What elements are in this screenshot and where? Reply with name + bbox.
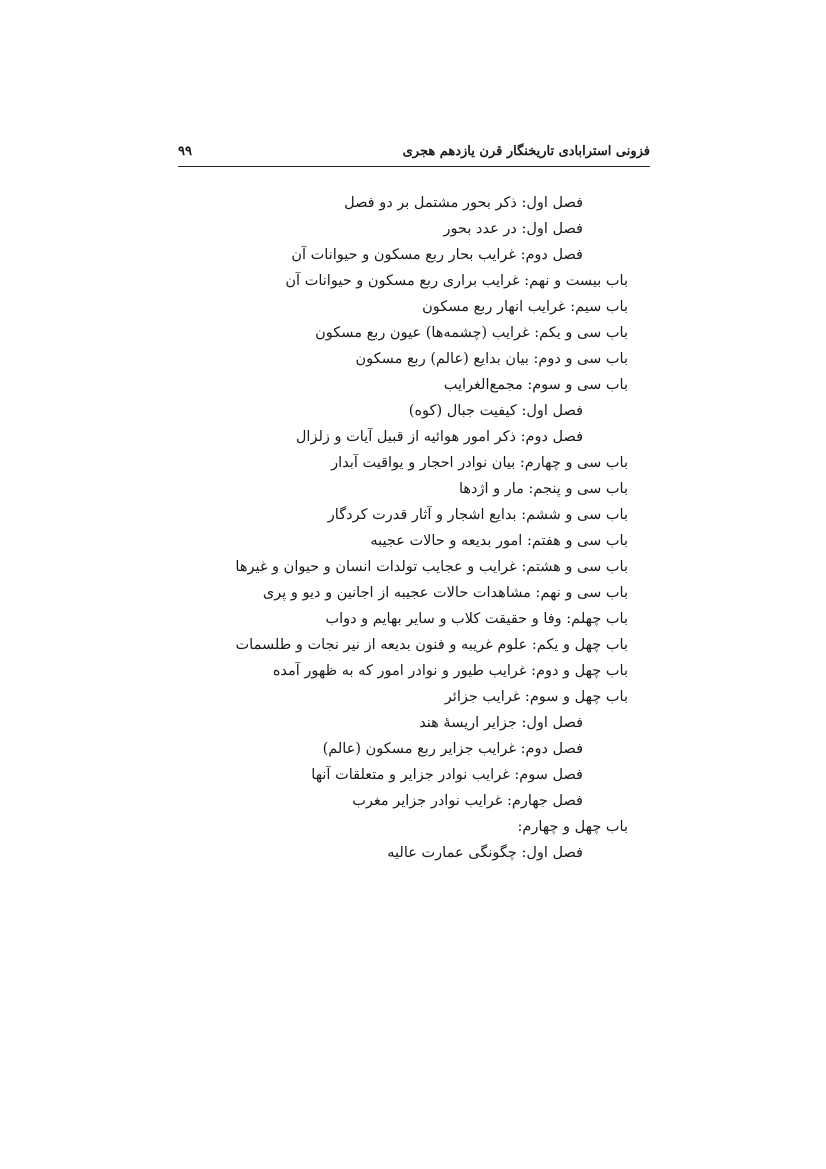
toc-chapter-line: باب چهل و چهارم: — [517, 819, 628, 835]
toc-chapter-line: باب سی و هفتم: امور بدیعه و حالات عجیبه — [370, 533, 628, 549]
toc-section-line: فصل اول: در عدد بحور — [443, 221, 583, 237]
toc-chapter-line: باب چهل و سوم: غرایب جزائر — [444, 689, 628, 705]
toc-chapter-line: باب چهل و دوم: غرایب طیور و نوادر امور که به ظهور آمده — [272, 663, 628, 679]
toc-section-line: فصل سوم: غرایب نوادر جزایر و متعلقات آنها — [311, 767, 583, 783]
toc-section-line: فصل اول: کیفیت جبال (کوه) — [408, 403, 583, 419]
toc-section-line: فصل دوم: ذکر امور هوائیه از قبیل آیات و زلزال — [295, 429, 583, 445]
toc-chapter-line: باب سیم: غرایب انهار ربع مسکون — [422, 299, 628, 315]
toc-section-line: فصل اول: چگونگی عمارت عالیه — [387, 845, 583, 861]
toc-chapter-line: باب سی و ششم: بدایع اشجار و آثار قدرت کردگار — [327, 507, 628, 523]
toc-chapter-line: باب چهلم: وفا و حقیقت کلاب و سایر بهایم و دواب — [325, 611, 628, 627]
toc-chapter-line: باب سی و هشتم: غرایب و عجایب تولدات انسان و حیوان و غیرها — [235, 559, 628, 575]
toc-chapter-line: باب سی و سوم: مجمع‌الغرایب — [443, 377, 628, 393]
running-title: فزونی استرابادی تاریخنگار قرن یازدهم هجری — [402, 144, 650, 159]
toc-section-line: فصل دوم: غرایب جزایر ربع مسکون (عالم) — [322, 741, 583, 757]
toc-section-line: فصل جهارم: غرایب نوادر جزایر مغرب — [352, 793, 583, 809]
toc-section-line: فصل اول: جزایر اریسهٔ هند — [419, 715, 583, 731]
toc-section-line: فصل اول: ذکر بحور مشتمل بر دو فصل — [344, 195, 583, 211]
toc-chapter-line: باب سی و چهارم: بیان نوادر احجار و یواقیت آبدار — [331, 455, 628, 471]
toc-chapter-line: باب سی و نهم: مشاهدات حالات عجیبه از اجانین و دیو و پری — [262, 585, 628, 601]
toc-chapter-line: باب سی و یکم: غرایب (چشمه‌ها) عیون ربع مسکون — [315, 325, 628, 341]
toc-chapter-line: باب سی و دوم: بیان بدایع (عالم) ربع مسکون — [355, 351, 628, 367]
toc-chapter-line: باب بیست و نهم: غرایب براری ربع مسکون و حیوانات آن — [285, 273, 628, 289]
running-header — [178, 140, 650, 167]
table-of-contents — [228, 190, 628, 866]
toc-chapter-line: باب چهل و یکم: علوم غریبه و فنون بدیعه از نیر نجات و طلسمات — [235, 637, 628, 653]
toc-section-line: فصل دوم: غرایب بحار ربع مسکون و حیوانات آن — [291, 247, 583, 263]
toc-chapter-line: باب سی و پنجم: مار و اژدها — [458, 481, 628, 497]
page-number: ۹۹ — [178, 144, 192, 159]
